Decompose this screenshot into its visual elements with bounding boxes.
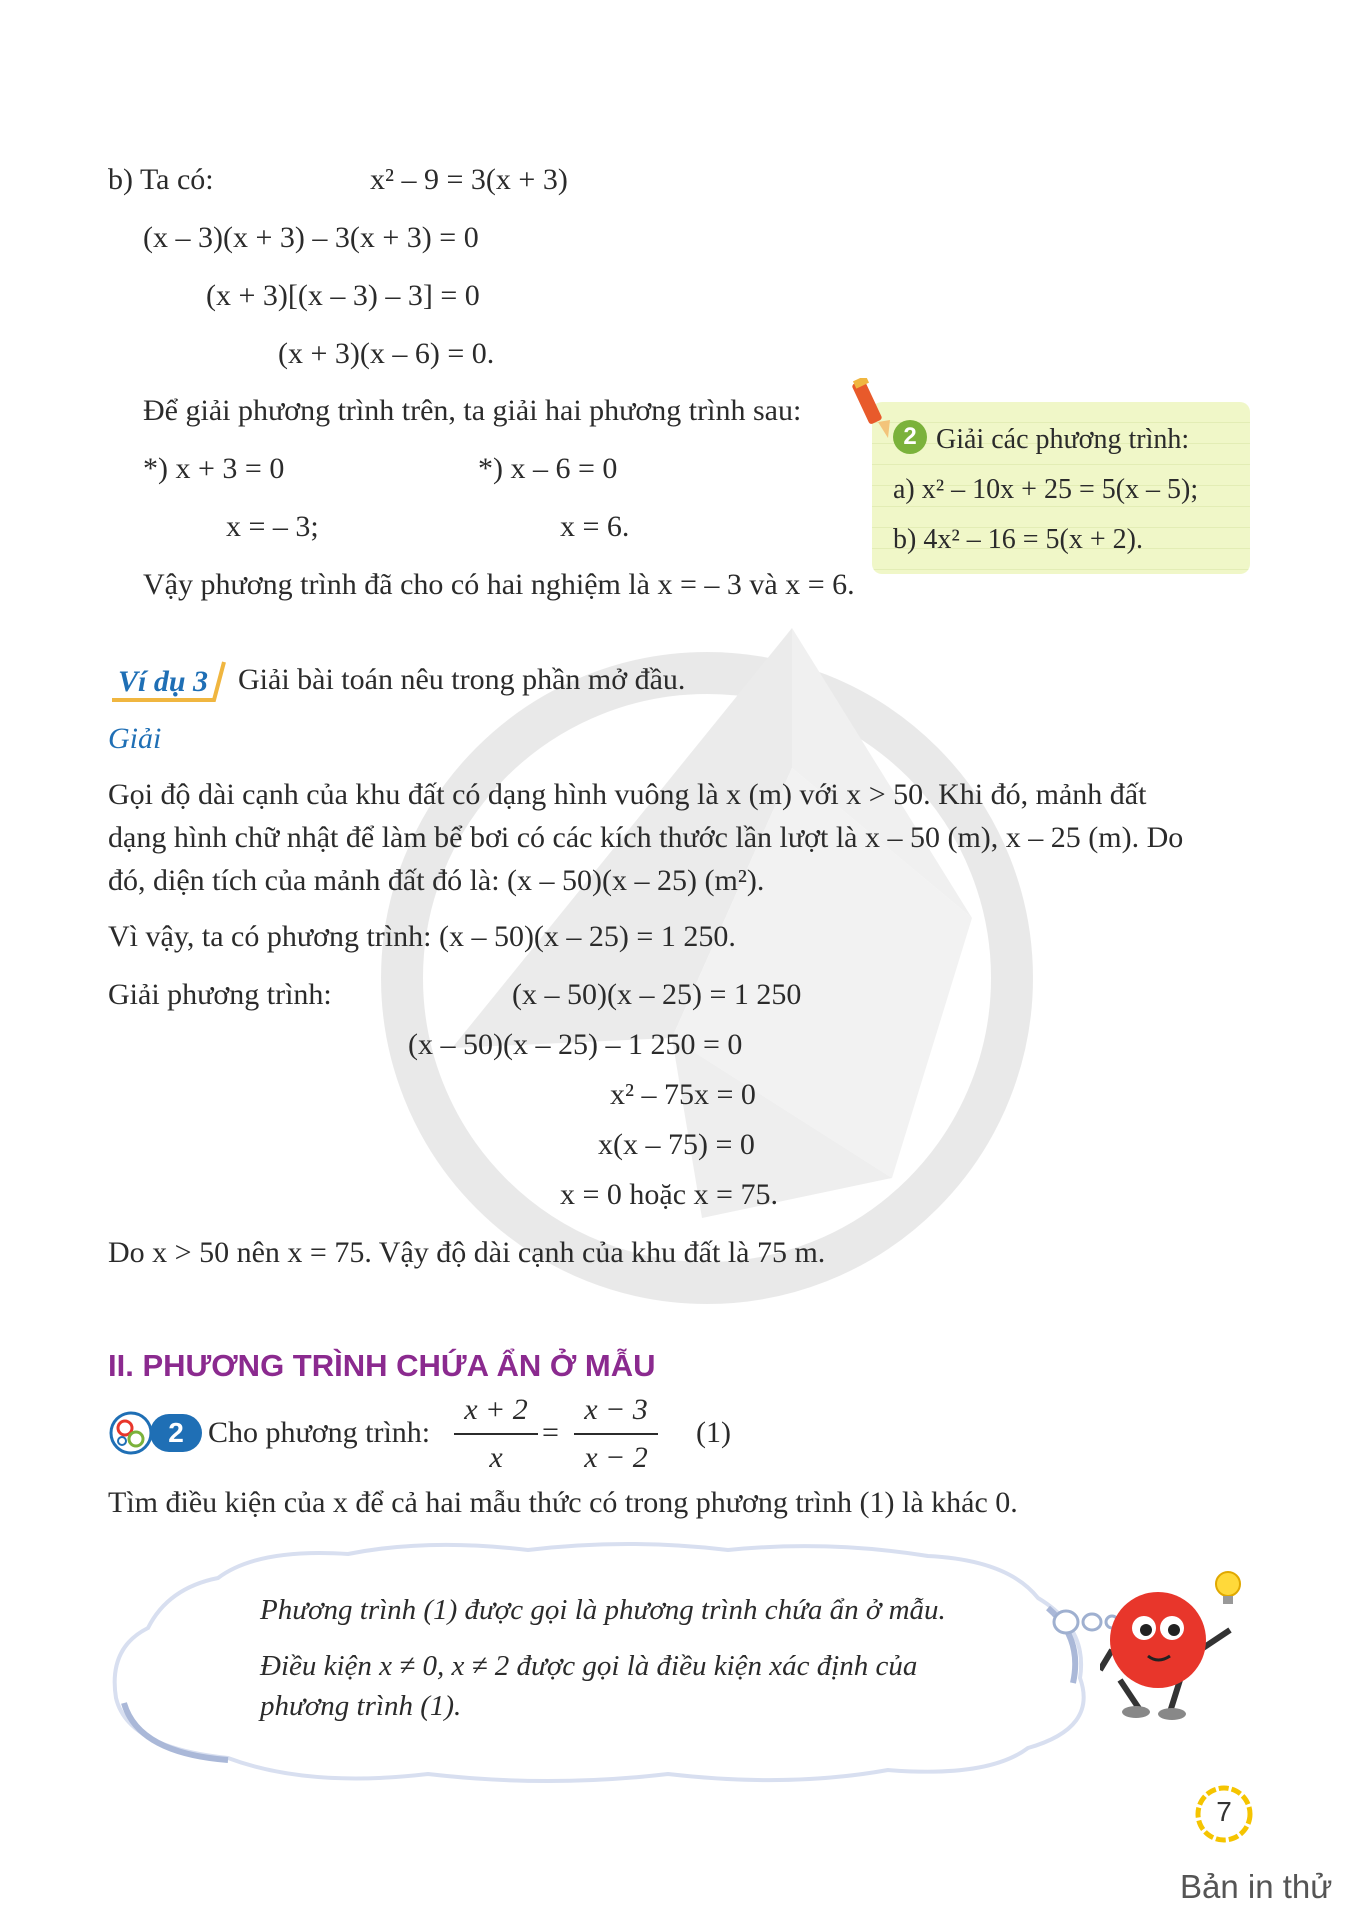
equals-sign: =: [542, 1416, 559, 1449]
case-1-eq: *) x + 3 = 0: [143, 452, 285, 485]
example-label: Ví dụ 3: [118, 665, 209, 698]
mascot-character: [1100, 1560, 1256, 1720]
lhs-numerator: x + 2: [464, 1393, 528, 1426]
solve-lead: Giải phương trình:: [108, 978, 332, 1011]
eq-line-0: x² – 9 = 3(x + 3): [370, 163, 568, 196]
activity-task: Tìm điều kiện của x để cả hai mẫu thức có trong phương trình (1) là khác 0.: [108, 1486, 1018, 1519]
part-b-lead: b) Ta có:: [108, 163, 214, 196]
rhs-denominator: x − 2: [584, 1441, 648, 1474]
solution-para-line-3: đó, diện tích của mảnh đất đó là: (x – 50)(x – 25) (m²).: [108, 864, 765, 897]
rhs-numerator: x − 3: [584, 1393, 648, 1426]
activity-number: 2: [150, 1414, 202, 1452]
example-prompt: Giải bài toán nêu trong phần mở đầu.: [238, 663, 686, 696]
eq-line-1: (x – 3)(x + 3) – 3(x + 3) = 0: [143, 221, 479, 254]
solution-label: Giải: [108, 722, 162, 755]
exercise-a: a) x² – 10x + 25 = 5(x – 5);: [893, 474, 1199, 505]
equation-statement: Vì vậy, ta có phương trình: (x – 50)(x – 25) = 1 250.: [108, 920, 736, 953]
draft-footer: Bản in thử: [1180, 1868, 1333, 1905]
solve-step-5: x = 0 hoặc x = 75.: [560, 1178, 778, 1211]
case-1-result: x = – 3;: [226, 510, 319, 543]
lhs-denominator: x: [489, 1441, 503, 1474]
solve-step-1: (x – 50)(x – 25) = 1 250: [512, 978, 802, 1011]
part-b-intro: Để giải phương trình trên, ta giải hai phương trình sau:: [143, 394, 802, 427]
equation-tag: (1): [696, 1416, 731, 1449]
part-b-conclusion: Vậy phương trình đã cho có hai nghiệm là x = – 3 và x = 6.: [143, 568, 855, 601]
exercise-title: Giải các phương trình:: [936, 424, 1190, 455]
final-answer: Do x > 50 nên x = 75. Vậy độ dài cạnh của khu đất là 75 m.: [108, 1236, 826, 1269]
solution-para-line-2: dạng hình chữ nhật để làm bể bơi có các kích thước lần lượt là x – 50 (m), x – 25 (m). Do: [108, 821, 1184, 854]
rhs-fraction: [574, 1393, 658, 1475]
case-2-eq: *) x – 6 = 0: [478, 452, 618, 485]
solve-step-4: x(x – 75) = 0: [598, 1128, 755, 1161]
page-number: 7: [1216, 1796, 1232, 1827]
cloud-line-2: Điều kiện x ≠ 0, x ≠ 2 được gọi là điều kiện xác định của: [260, 1650, 918, 1682]
eq-line-2: (x + 3)[(x – 3) – 3] = 0: [206, 279, 480, 312]
exercise-number: 2: [893, 420, 927, 454]
cloud-line-1: Phương trình (1) được gọi là phương trình chứa ẩn ở mẫu.: [260, 1594, 946, 1626]
case-2-result: x = 6.: [560, 510, 630, 543]
section-heading: II. PHƯƠNG TRÌNH CHỨA ẨN Ở MẪU: [108, 1348, 656, 1383]
solution-para-line-1: Gọi độ dài cạnh của khu đất có dạng hình vuông là x (m) với x > 50. Khi đó, mảnh đất: [108, 778, 1147, 811]
exercise-b: b) 4x² – 16 = 5(x + 2).: [893, 524, 1143, 555]
activity-lead: Cho phương trình:: [208, 1416, 431, 1449]
bulb-icon: [1216, 1572, 1240, 1604]
pencil-icon: [852, 378, 898, 442]
cloud-line-3: phương trình (1).: [260, 1690, 462, 1722]
solve-step-3: x² – 75x = 0: [610, 1078, 756, 1111]
solve-step-2: (x – 50)(x – 25) – 1 250 = 0: [408, 1028, 743, 1061]
lhs-fraction: [454, 1393, 538, 1475]
eq-line-3: (x + 3)(x – 6) = 0.: [278, 337, 495, 370]
